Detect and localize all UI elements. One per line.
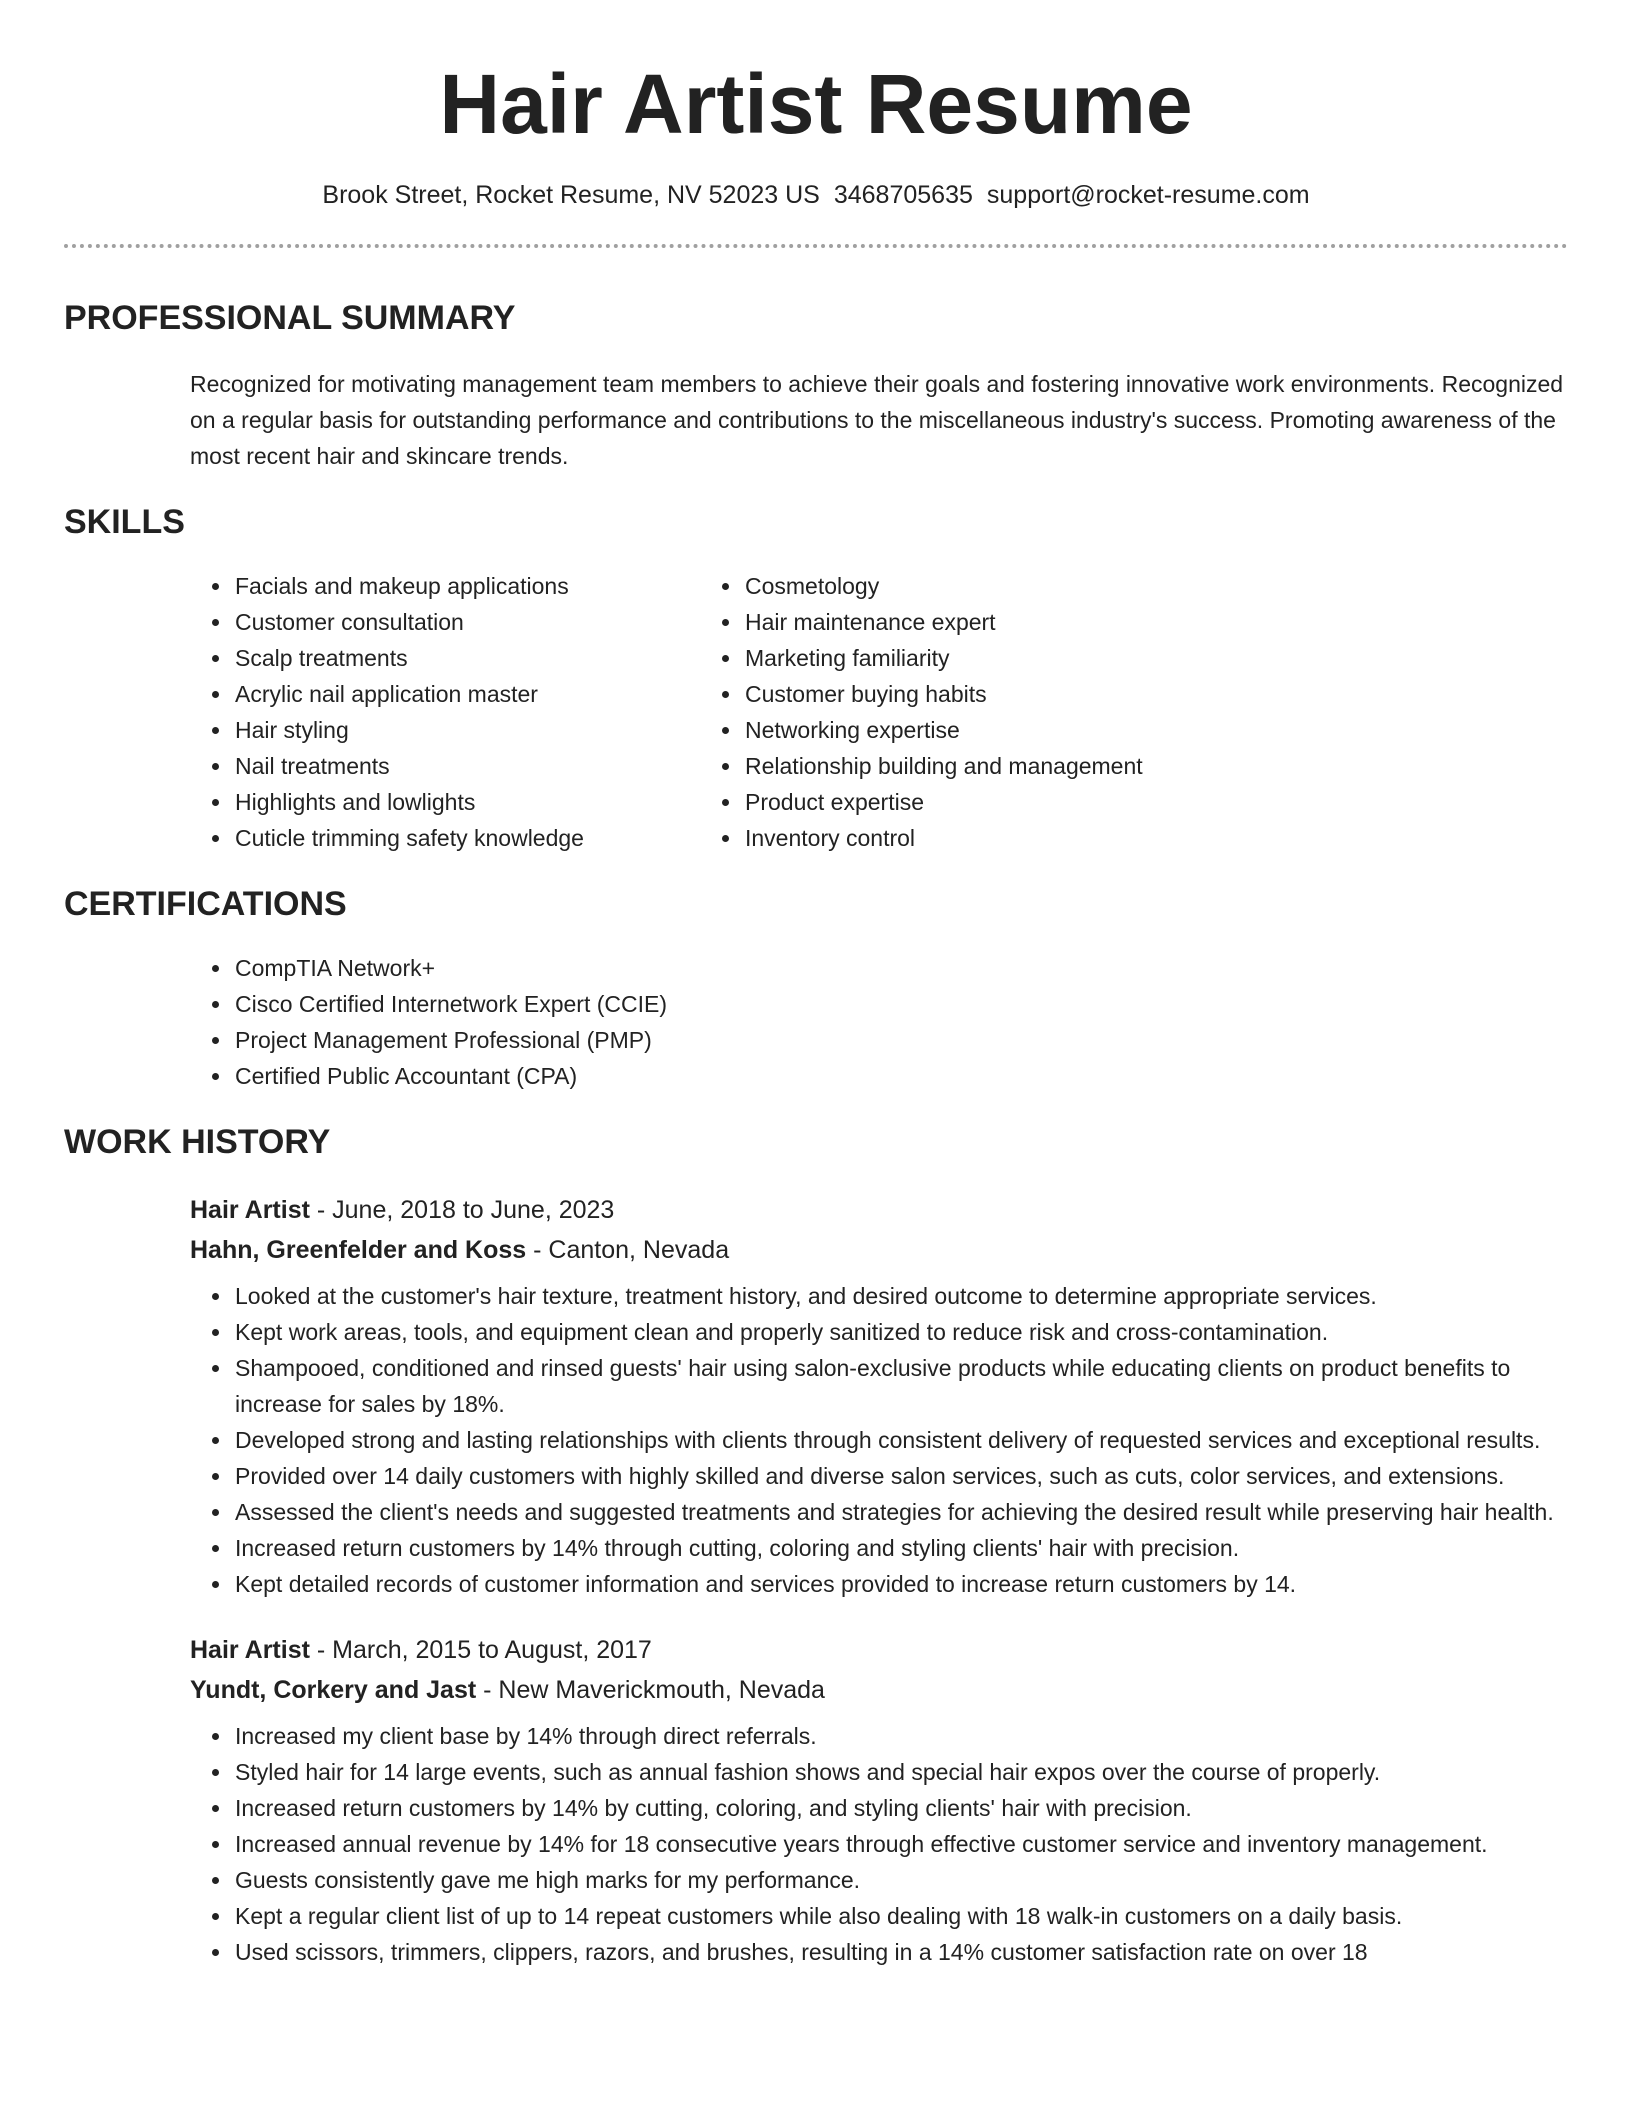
skill-item: • Relationship building and management bbox=[743, 748, 1423, 784]
job-title-line bbox=[190, 1190, 1568, 1230]
job-company-line bbox=[190, 1670, 1568, 1710]
job-bullet: • Kept work areas, tools, and equipment clean and properly sanitized to reduce risk and cross-contamination. bbox=[233, 1314, 1568, 1350]
job-bullet: • Increased return customers by 14% by cutting, coloring, and styling clients' hair with precision. bbox=[233, 1790, 1568, 1826]
skill-item: • Acrylic nail application master bbox=[233, 676, 743, 712]
job-bullet: • Developed strong and lasting relationships with clients through consistent delivery of requested services and exceptional results. bbox=[233, 1422, 1568, 1458]
job-company: Yundt, Corkery and Jast bbox=[190, 1676, 477, 1704]
job-bullet: • Used scissors, trimmers, clippers, razors, and brushes, resulting in a 14% customer satisfaction rate on over 18 bbox=[233, 1934, 1568, 1970]
job-bullets bbox=[190, 1278, 1568, 1602]
skill-item: • Hair maintenance expert bbox=[743, 604, 1423, 640]
job-dates: - June, 2018 to June, 2023 bbox=[309, 1196, 615, 1224]
work-history-section bbox=[64, 1120, 1568, 1970]
certification-item: • Cisco Certified Internetwork Expert (CCIE) bbox=[233, 986, 1568, 1022]
section-heading-work-history: WORK HISTORY bbox=[64, 1123, 331, 1161]
skill-item: • Inventory control bbox=[743, 820, 1423, 856]
skill-item: • Scalp treatments bbox=[233, 640, 743, 676]
skills-list-right bbox=[743, 568, 1423, 856]
skill-item: • Product expertise bbox=[743, 784, 1423, 820]
job-company-line bbox=[190, 1230, 1568, 1270]
job-bullet: • Kept detailed records of customer information and services provided to increase return customers by 14. bbox=[233, 1566, 1568, 1602]
job-entry bbox=[190, 1630, 1568, 1970]
resume-title: Hair Artist Resume bbox=[439, 57, 1193, 151]
skill-item: • Facials and makeup applications bbox=[233, 568, 743, 604]
job-bullet: • Increased my client base by 14% through direct referrals. bbox=[233, 1718, 1568, 1754]
job-company: Hahn, Greenfelder and Koss bbox=[190, 1236, 527, 1264]
professional-summary-section bbox=[64, 296, 1568, 474]
job-bullet: • Provided over 14 daily customers with highly skilled and diverse salon services, such as cuts, color services, and extensions. bbox=[233, 1458, 1568, 1494]
skill-item: • Nail treatments bbox=[233, 748, 743, 784]
certifications-list bbox=[64, 950, 1568, 1094]
certification-item: • Project Management Professional (PMP) bbox=[233, 1022, 1568, 1058]
skill-item: • Cuticle trimming safety knowledge bbox=[233, 820, 743, 856]
job-dates: - March, 2015 to August, 2017 bbox=[309, 1636, 652, 1664]
job-bullet: • Kept a regular client list of up to 14 repeat customers while also dealing with 18 walk-in customers on a daily basis. bbox=[233, 1898, 1568, 1934]
job-bullets bbox=[190, 1718, 1568, 1970]
section-heading-summary: PROFESSIONAL SUMMARY bbox=[64, 299, 516, 337]
job-location: - New Maverickmouth, Nevada bbox=[476, 1676, 825, 1704]
skill-item: • Customer consultation bbox=[233, 604, 743, 640]
skill-item: • Marketing familiarity bbox=[743, 640, 1423, 676]
job-bullet: • Styled hair for 14 large events, such as annual fashion shows and special hair expos over the course of properly. bbox=[233, 1754, 1568, 1790]
job-bullet: • Assessed the client's needs and suggested treatments and strategies for achieving the desired result while preserving hair health. bbox=[233, 1494, 1568, 1530]
job-title: Hair Artist bbox=[190, 1636, 310, 1664]
skill-item: • Hair styling bbox=[233, 712, 743, 748]
job-bullet: • Increased annual revenue by 14% for 18 consecutive years through effective customer service and inventory management. bbox=[233, 1826, 1568, 1862]
contact-line bbox=[64, 178, 1568, 212]
skills-section bbox=[64, 500, 1568, 856]
section-heading-certifications: CERTIFICATIONS bbox=[64, 885, 347, 923]
job-title-line bbox=[190, 1630, 1568, 1670]
skills-columns bbox=[64, 568, 1568, 856]
contact-phone: 3468705635 bbox=[833, 181, 973, 209]
job-bullet: • Increased return customers by 14% through cutting, coloring and styling clients' hair with precision. bbox=[233, 1530, 1568, 1566]
certification-item: • Certified Public Accountant (CPA) bbox=[233, 1058, 1568, 1094]
job-location: - Canton, Nevada bbox=[526, 1236, 730, 1264]
contact-address: Brook Street, Rocket Resume, NV 52023 US bbox=[322, 181, 820, 209]
summary-text: Recognized for motivating management team members to achieve their goals and fostering innovative work environments. Recognized on a regular basis for outstanding performance and contributions to the miscellaneous industry's success. Promoting awareness of the most recent hair and skincare trends. bbox=[190, 371, 1564, 469]
job-bullet: • Guests consistently gave me high marks for my performance. bbox=[233, 1862, 1568, 1898]
job-entry bbox=[190, 1190, 1568, 1602]
section-heading-skills: SKILLS bbox=[64, 503, 185, 541]
resume-page bbox=[64, 0, 1568, 1970]
skill-item: • Highlights and lowlights bbox=[233, 784, 743, 820]
contact-email: support@rocket-resume.com bbox=[986, 181, 1310, 209]
skill-item: • Networking expertise bbox=[743, 712, 1423, 748]
skills-list-left bbox=[64, 568, 743, 856]
skill-item: • Cosmetology bbox=[743, 568, 1423, 604]
job-bullet: • Shampooed, conditioned and rinsed guests' hair using salon-exclusive products while educating clients on product benefits to increase for sales by 18%. bbox=[233, 1350, 1568, 1422]
job-bullet: • Looked at the customer's hair texture, treatment history, and desired outcome to determine appropriate services. bbox=[233, 1278, 1568, 1314]
skill-item: • Customer buying habits bbox=[743, 676, 1423, 712]
certifications-section bbox=[64, 882, 1568, 1094]
certification-item: • CompTIA Network+ bbox=[233, 950, 1568, 986]
header-divider bbox=[64, 244, 1568, 248]
job-title: Hair Artist bbox=[190, 1196, 310, 1224]
